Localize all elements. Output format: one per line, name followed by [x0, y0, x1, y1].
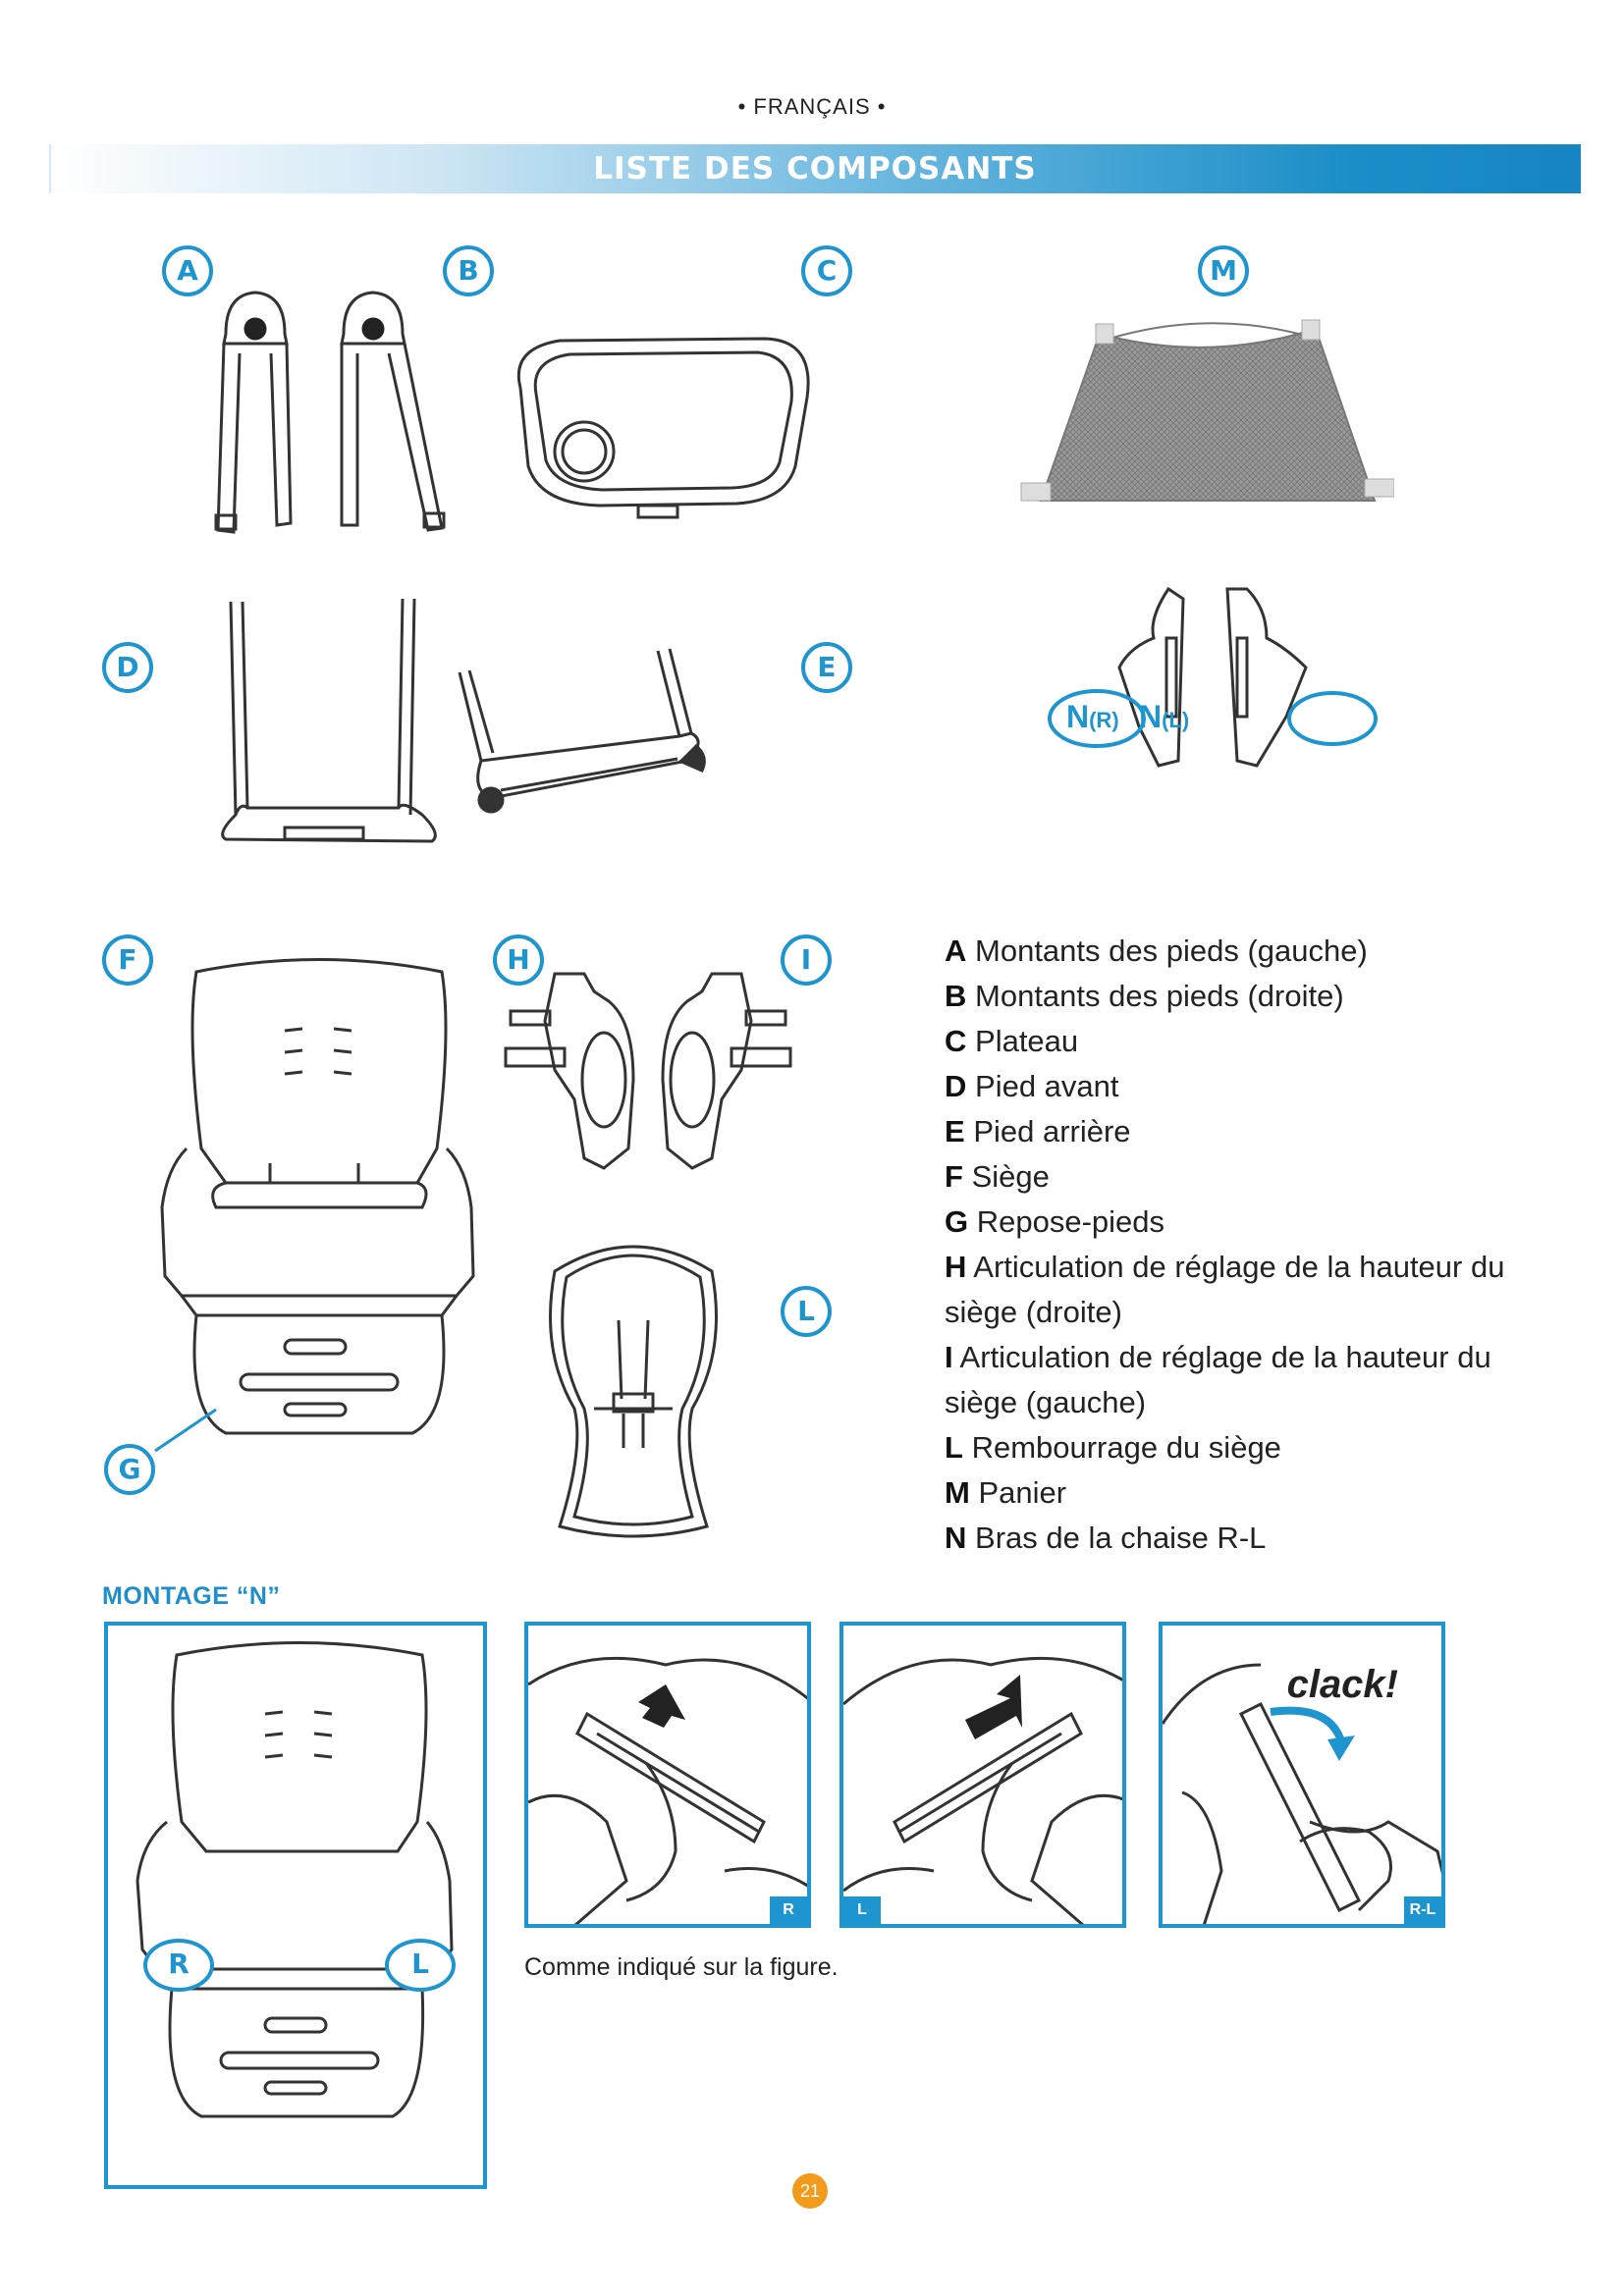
height-hinges-illustration: [506, 962, 790, 1178]
legend-letter: I: [945, 1340, 953, 1374]
legend-letter: E: [945, 1114, 965, 1148]
badge-l: L: [781, 1286, 832, 1337]
legend-letter: A: [945, 934, 967, 968]
badge-g: G: [104, 1444, 155, 1495]
assembly-step-left: [839, 1622, 1126, 1928]
assembly-overview-frame: [104, 1622, 487, 2189]
assembly-heading: MONTAGE “N”: [102, 1582, 281, 1610]
legend-letter: L: [945, 1430, 963, 1465]
seat-illustration: [157, 952, 481, 1482]
step-tag-l: L: [843, 1896, 881, 1924]
legend-item: [945, 1109, 1553, 1154]
legend-text: Montants des pieds (droite): [975, 979, 1344, 1013]
legend-item: [945, 1200, 1553, 1245]
legend-letter: D: [945, 1069, 967, 1103]
legend-letter: G: [945, 1204, 969, 1239]
leg-uprights-illustration: [196, 285, 471, 550]
badge-m: M: [1198, 245, 1249, 296]
language-label: • FRANÇAIS •: [737, 94, 887, 119]
section-banner: [49, 144, 1581, 193]
left-arrow-icon: [528, 1626, 811, 1928]
legend-text: Articulation de réglage de la hauteur du siège (gauche): [945, 1340, 1491, 1419]
right-arrow-icon: [843, 1626, 1126, 1928]
rear-leg-illustration: [452, 643, 746, 820]
seat-pad-illustration: [535, 1232, 731, 1556]
legend-item: [945, 1019, 1553, 1064]
footrest-pointer: [147, 1404, 236, 1463]
legend-item: [945, 1245, 1553, 1335]
legend-text: Pied arrière: [973, 1114, 1131, 1148]
assembly-step-right: [524, 1622, 811, 1928]
legend-letter: C: [945, 1024, 967, 1058]
legend-text: Pied avant: [975, 1069, 1119, 1103]
legend-letter: F: [945, 1159, 963, 1194]
badge-i: I: [781, 934, 832, 986]
curved-arrow-icon: [1163, 1626, 1445, 1928]
badge-l-arm: L: [385, 1939, 456, 1992]
legend-text: Panier: [978, 1475, 1067, 1510]
step-tag-r: R: [770, 1896, 807, 1924]
legend-text: Articulation de réglage de la hauteur du siège (droite): [945, 1250, 1505, 1329]
legend-item: [945, 1335, 1553, 1425]
legend-item: [945, 1064, 1553, 1109]
legend-letter: H: [945, 1250, 967, 1284]
section-title: LISTE DES COMPOSANTS: [593, 151, 1037, 187]
banner-edge: [49, 144, 51, 193]
legend-text: Rembourrage du siège: [971, 1430, 1281, 1465]
tray-illustration: [501, 329, 825, 525]
legend-item: [945, 1425, 1553, 1470]
badge-f: F: [102, 934, 153, 986]
step-tag-rl: R-L: [1404, 1896, 1441, 1924]
basket-illustration: [1011, 314, 1394, 515]
arm-label-right: N(R): [1066, 699, 1119, 734]
legend-item: [945, 1470, 1553, 1516]
legend-item: [945, 974, 1553, 1019]
legend-text: Repose-pieds: [976, 1204, 1165, 1239]
click-sound-label: clack!: [1286, 1663, 1398, 1706]
page-number: 21: [792, 2173, 828, 2209]
badge-c: C: [801, 245, 852, 296]
legend-item: [945, 1516, 1553, 1561]
legend-text: Plateau: [975, 1024, 1079, 1058]
legend-item: [945, 929, 1553, 974]
badge-d: D: [102, 642, 153, 693]
legend-text: Siège: [971, 1159, 1050, 1194]
front-leg-illustration: [206, 594, 452, 849]
assembly-seat-illustration: [108, 1626, 487, 2189]
badge-a: A: [162, 245, 213, 296]
badge-h: H: [493, 934, 544, 986]
legend-item: [945, 1154, 1553, 1200]
badge-e: E: [801, 642, 852, 693]
badge-b: B: [443, 245, 494, 296]
legend-text: Bras de la chaise R-L: [975, 1521, 1267, 1555]
legend-text: Montants des pieds (gauche): [975, 934, 1368, 968]
assembly-step-click: [1159, 1622, 1445, 1928]
badge-r: R: [143, 1939, 214, 1992]
arm-label-left: N(L): [1139, 699, 1190, 734]
legend-letter: N: [945, 1521, 967, 1555]
legend-letter: M: [945, 1475, 970, 1510]
components-legend: [945, 929, 1553, 1561]
legend-letter: B: [945, 979, 967, 1013]
figure-caption: Comme indiqué sur la figure.: [524, 1953, 839, 1981]
